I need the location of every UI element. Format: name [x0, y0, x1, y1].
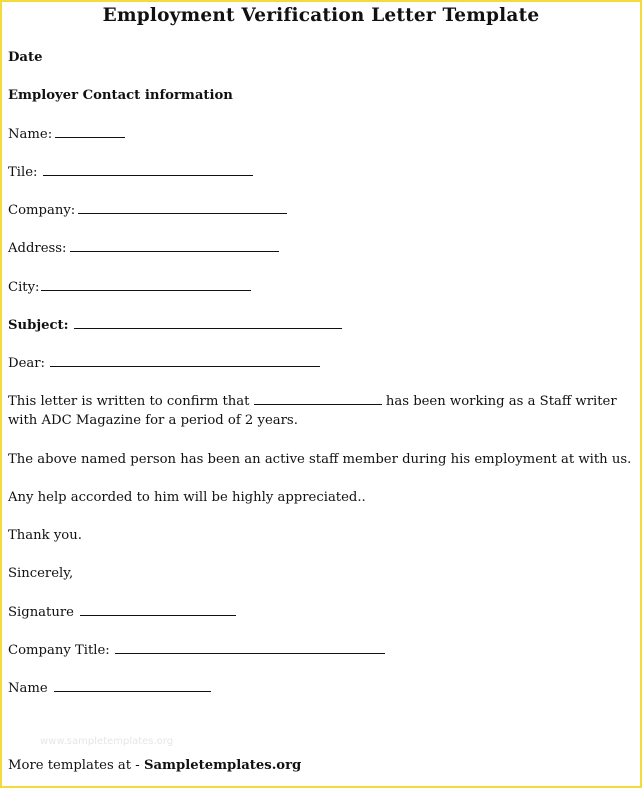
company-field-label: Company: [8, 203, 76, 218]
footer-prefix: More templates at - [8, 758, 140, 773]
subject-row [8, 316, 342, 335]
closing-name-blank[interactable] [54, 679, 211, 692]
page-title: Employment Verification Letter Template [102, 5, 540, 26]
title-field-label: Tile: [8, 165, 38, 180]
name-field-label: Name: [8, 127, 53, 142]
dear-label: Dear: [8, 356, 45, 371]
address-field-label: Address: [8, 241, 67, 256]
city-field-label: City: [8, 280, 40, 295]
thanks-text: Thank you. [8, 528, 82, 543]
dear-blank[interactable] [50, 354, 320, 367]
signature-label: Signature [8, 605, 74, 620]
date-label: Date [8, 50, 43, 65]
company-field-blank[interactable] [78, 201, 287, 214]
address-field-row [8, 239, 279, 258]
company-title-label: Company Title: [8, 643, 110, 658]
company-field-row [8, 201, 287, 220]
signature-row [8, 603, 236, 622]
body-paragraph-2: The above named person has been an active staff member during his employment at with us. [8, 452, 632, 467]
company-title-row [8, 641, 385, 660]
company-title-blank[interactable] [115, 641, 385, 654]
title-field-blank[interactable] [43, 163, 253, 176]
city-field-blank[interactable] [41, 278, 251, 291]
address-field-blank[interactable] [70, 239, 279, 252]
subject-label: Subject: [8, 318, 69, 333]
footer [8, 756, 301, 775]
closing-name-row [8, 679, 211, 698]
dear-row [8, 354, 320, 373]
body-p1-before: This letter is written to confirm that [8, 394, 250, 409]
name-field-row [8, 125, 125, 144]
employee-name-blank[interactable] [254, 392, 382, 405]
footer-site-link[interactable]: Sampletemplates.org [143, 758, 302, 773]
name-field-blank[interactable] [55, 125, 125, 138]
signature-blank[interactable] [80, 603, 236, 616]
body-paragraph-1 [8, 392, 634, 430]
subject-blank[interactable] [74, 316, 342, 329]
sincerely-text: Sincerely, [8, 566, 74, 581]
title-field-row [8, 163, 253, 182]
city-field-row [8, 278, 251, 297]
body-p1-after: has been working as a Staff writer with ADC Magazine for a period of 2 years. [8, 394, 617, 428]
body-paragraph-3: Any help accorded to him will be highly appreciated.. [8, 490, 366, 505]
closing-name-label: Name [8, 681, 48, 696]
watermark: www.sampletemplates.org [40, 736, 174, 747]
employer-heading: Employer Contact information [8, 88, 233, 103]
